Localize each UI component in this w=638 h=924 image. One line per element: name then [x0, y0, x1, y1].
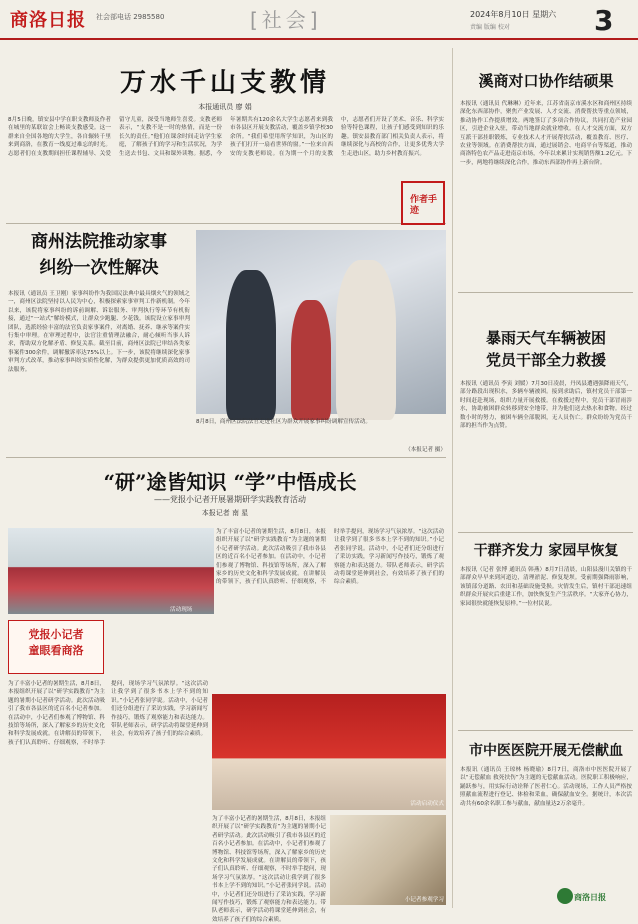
masthead: [0, 0, 638, 40]
research-byline: 本报记者 南 星: [201, 509, 249, 517]
court-photo-caption: 8月8日，商州区法院法官走进社区为群众开展家事纠纷调解宣传活动。: [196, 419, 371, 425]
story2-body: 本报讯（通讯员 李寅 刘媛）7月30日凌晨，丹凤县遭遇强降雨天气，部分路段出现积水，多辆车辆被困。接到求助后，镇村党员干部第一时间赶赴现场，组织力量开展救援。在救援过程中，党员干部冒雨涉水，协助被困群众转移到安全地带，并为他们送去热水和食物。经过数小时的努力，被困车辆全部脱困，无人员伤亡。群众纷纷为党员干部的担当作为点赞。: [460, 381, 632, 430]
column-divider: [452, 48, 453, 908]
section-divider: [458, 292, 633, 293]
court-body: 本报讯（通讯员 王卫刚）家事纠纷作为我国民法典中最具烟火气的领域之一，商州区法院坚持以人民为中心，积极探索家事审判工作新机制。今年以来，该院将家事纠纷的诉前调解、诉讼服务、审判执行等环节有机衔接，通过“一站式”解纷模式，让群众少跑腿、少花钱。该院设立家事审判团队，选派经验丰富的法官负责家事案件，对离婚、抚养、继承等案件实行集中审理。在审理过程中，法官注重情理法融合，耐心倾听当事人诉求，帮助双方化解矛盾、修复关系。截至目前，商州区法院已审结各类家事案件300余件，调解撤诉率达75%以上。下一步，该院将继续深化家事审判方式改革，推动家事纠纷实质性化解，为群众提供更加优质高效的司法服务。: [8, 291, 190, 373]
event-photo-caption: 活动启动仪式: [410, 801, 444, 807]
reading-photo-caption: 小记者参观学习: [404, 897, 444, 903]
paper-meta: 社会部电话 2985580: [96, 13, 165, 21]
court-headline-line2: 纠纷一次性解决: [39, 258, 159, 278]
page-number: 3: [594, 4, 614, 37]
stamp-text: 作者手迹: [410, 195, 438, 216]
editors-line: 责编 版编 校对: [470, 24, 510, 31]
main-body: 8月5日晚，镇安县中学在职支教师及作者在城里的某联谊会上畅谈支教感受。这一群来自全国各地的大学生，各自辗转千里来到商洛，在教育一线度过难忘的时光。志愿者们在支教期间担任课程辅导、关爱留守儿童，深受当地师生喜爱。支教老师表示，“支教不是一时的热情，而是一份长久的责任。”他们在课余时间走访学生家庭，了解孩子们的学习和生活状况，为学生送去书包、文具和课外读物。据悉，今年暑期共有120余名大学生志愿者来到我市各县区开展支教活动，覆盖乡镇学校30余所。“我们希望用所学知识，为山区的孩子们打开一扇看世界的窗。”一位来自西安的支教老师说。在为期一个月的支教中，志愿者们开设了美术、音乐、科学实验等特色课程，让孩子们感受到知识的乐趣。镇安县教育部门相关负责人表示，将继续深化与高校的合作，让更多优秀大学生走进山区，助力乡村教育振兴。: [8, 117, 444, 157]
column-box-title-line2: 童眼看商洛: [28, 644, 84, 657]
story2-headline-line1: 暴雨天气车辆被困: [485, 329, 606, 347]
section-divider: [458, 532, 633, 533]
story3-headline: 干群齐发力 家园早恢复: [473, 543, 619, 559]
story4-headline: 市中医医院开展无偿献血: [469, 743, 623, 759]
research-subheadline: ——党报小记者开展暑期研学实践教育活动: [154, 495, 306, 504]
footer-logo-text: 商洛日报: [574, 893, 606, 902]
section-divider: [458, 730, 633, 731]
section-divider: [6, 223, 446, 224]
kids-photo: [8, 528, 214, 614]
story4-body: 本报讯（通讯员 王琼林 杨晓瑜）8月7日，商洛市中医医院开展了以“无偿献血 救死扶伤”为主题的无偿献血活动。医院职工积极响应，踊跃参与，用实际行动诠释了医者仁心。活动现场，工作人员严格按照献血流程进行登记、体检和采血，确保献血安全。据统计，本次活动共有60余名职工参与献血，献血量达2万余毫升。: [460, 767, 632, 807]
story2-headline-line2: 党员干部全力救援: [485, 351, 606, 369]
newspaper-logo: 商洛日报: [10, 10, 86, 31]
issue-date: 2024年8月10日 星期六: [470, 10, 557, 19]
kids-photo-caption: 活动现场: [170, 607, 193, 613]
event-photo: [212, 694, 446, 810]
section-divider: [6, 457, 446, 458]
story1-headline: 溪商对口协作结硕果: [478, 72, 614, 90]
story3-body: 本报讯（记者 张博 通讯员 韩燕）8月7日清晨，山阳县漫川关镇的干部群众早早来到河道边，清理淤泥、修复堤坝。受前期强降雨影响，该镇部分道路、农田和基础设施受损。灾情发生后，镇村干部迅速组织群众开展灾后重建工作，加快恢复生产生活秩序。“大家齐心协力，家园很快就能恢复原样。”一位村民说。: [460, 567, 632, 607]
research-headline: “研”途皆知识 “学”中悟成长: [103, 470, 357, 494]
column-box-title-line1: 党报小记者: [28, 628, 84, 641]
court-headline-line1: 商州法院推动家事: [31, 232, 167, 252]
court-photo: [196, 230, 446, 414]
main-byline: 本报通讯员 廖 娟: [198, 103, 252, 111]
research-body-tail: 为了丰富小记者的暑期生活，8月8日，本报组织开展了以“研学实践教育”为主题的暑期小记者研学活动。此次活动吸引了我市各县区的近百名小记者参加。在活动中，小记者们参观了博物馆、科技馆等场所，深入了解家乡的历史文化和科学发展成就。在讲解员的带领下，孩子们认真聆听、仔细观察，不时举手提问，现场学习气氛浓厚。“这次活动让我学到了很多书本上学不到的知识。”小记者张同学说。活动中，小记者们还分组进行了采访实践，学习新闻写作技巧，锻炼了观察能力和表达能力。带队老师表示，研学活动将课堂延伸到社会，有效培养了孩子们的综合素质。: [212, 816, 326, 923]
reading-photo: [330, 815, 446, 905]
court-photo-credit: （本报记者 摄）: [405, 447, 446, 453]
section-title: [社会]: [250, 8, 322, 32]
research-body: 为了丰富小记者的暑期生活，8月8日，本报组织开展了以“研学实践教育”为主题的暑期小记者研学活动。此次活动吸引了我市各县区的近百名小记者参加。在活动中，小记者们参观了博物馆、科技馆等场所，深入了解家乡的历史文化和科学发展成就。在讲解员的带领下，孩子们认真聆听、仔细观察，不时举手提问，现场学习气氛浓厚。“这次活动让我学到了很多书本上学不到的知识。”小记者张同学说。活动中，小记者们还分组进行了采访实践，学习新闻写作技巧，锻炼了观察能力和表达能力。带队老师表示，研学活动将课堂延伸到社会，有效培养了孩子们的综合素质。: [216, 529, 444, 586]
research-body-continued: 为了丰富小记者的暑期生活，8月8日，本报组织开展了以“研学实践教育”为主题的暑期小记者研学活动。此次活动吸引了我市各县区的近百名小记者参加。在活动中，小记者们参观了博物馆、科技馆等场所，深入了解家乡的历史文化和科学发展成就。在讲解员的带领下，孩子们认真聆听、仔细观察，不时举手提问，现场学习气氛浓厚。“这次活动让我学到了很多书本上学不到的知识。”小记者张同学说。活动中，小记者们还分组进行了采访实践，学习新闻写作技巧，锻炼了观察能力和表达能力。带队老师表示，研学活动将课堂延伸到社会，有效培养了孩子们的综合素质。: [8, 681, 208, 746]
story1-body: 本报讯（通讯员 代琳琳）近年来，江苏省南京市溪水区和商州区持续深化东西部协作，聚焦产业发展、人才交流、消费帮扶等重点领域，推动协作工作提质增效。两地签订了多项合作协议，共同打造产业园区，引进企业入驻，带动当地群众就业增收。在人才交流方面，双方互派干部挂职锻炼，专业技术人才开展帮扶活动，覆盖教育、医疗、农业等领域。在消费帮扶方面，通过展销会、电商平台等渠道，推动商洛特色农产品走进南京市场，今年以来累计实现销售额1.2亿元。下一步，两地将继续深化合作，推动东西部协作再上新台阶。: [460, 101, 632, 166]
main-headline: 万水千山支教情: [119, 68, 330, 98]
